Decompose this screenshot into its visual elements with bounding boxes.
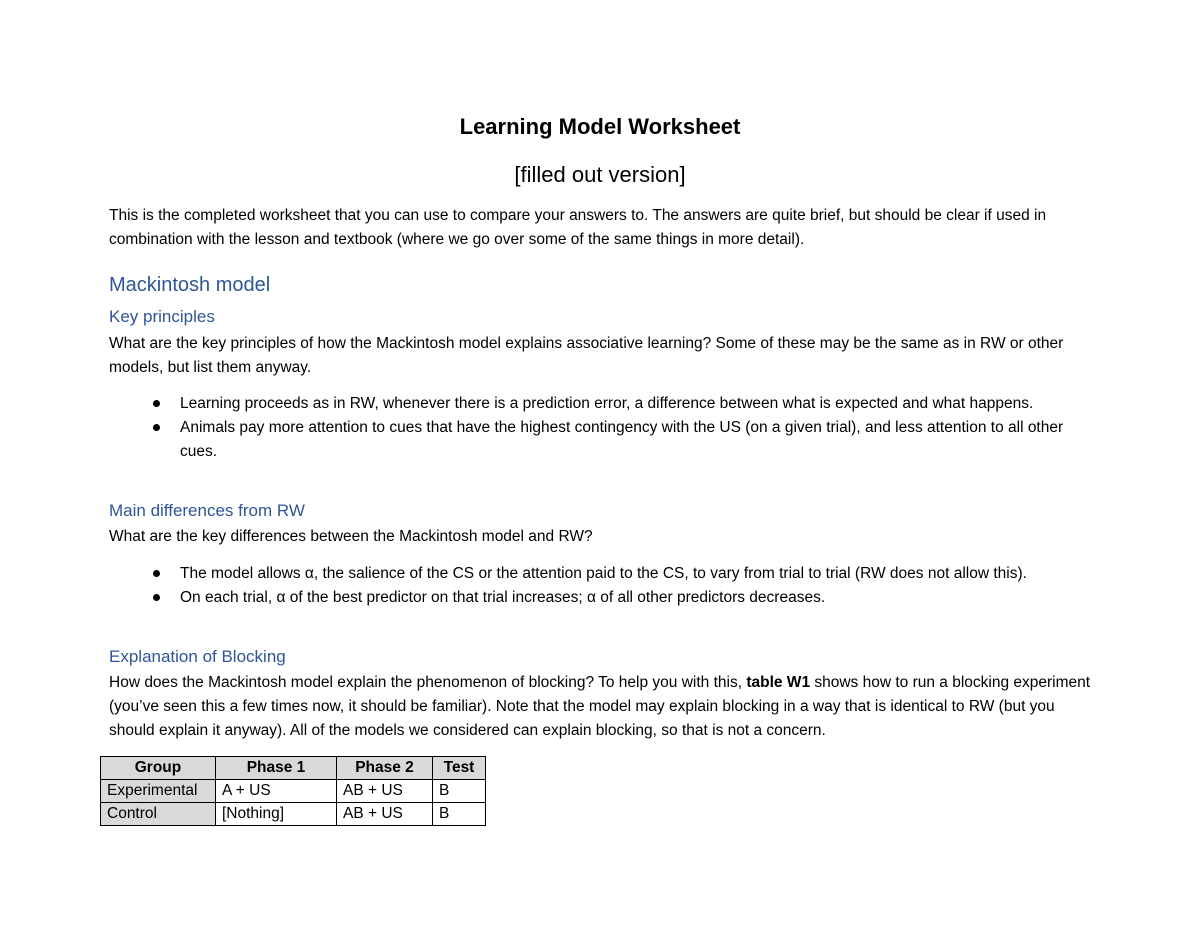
- table-header-cell: Test: [433, 757, 486, 780]
- list-item: [109, 416, 1089, 464]
- bullet-icon: [153, 400, 160, 407]
- list-item: [109, 562, 1089, 586]
- blocking-table: [100, 756, 486, 826]
- list-item-text: The model allows α, the salience of the CS or the attention paid to the CS, to vary from trial to trial (RW does not allow this).: [180, 565, 1027, 582]
- blocking-question-post: shows how to run a blocking experiment (you’ve seen this a few times now, it should be familiar). Note that the model may explain blocking in a way that is identical to RW (but you should explain it anyway). All of the models we considered can explain blocking, so that is not a concern.: [109, 674, 1091, 739]
- table-header-cell: Phase 2: [337, 757, 433, 780]
- table-cell: [Nothing]: [216, 803, 337, 826]
- table-cell: B: [433, 803, 486, 826]
- differences-list: [109, 562, 1089, 610]
- table-header-row: [101, 757, 486, 780]
- table-reference: table W1: [746, 674, 811, 691]
- list-item-text: Learning proceeds as in RW, whenever there is a prediction error, a difference between what is expected and what happens.: [180, 395, 1034, 412]
- blocking-heading: Explanation of Blocking: [109, 647, 286, 666]
- table-row: [101, 803, 486, 826]
- intro-paragraph: This is the completed worksheet that you can use to compare your answers to. The answers are quite brief, but should be clear if used in combination with the lesson and textbook (where we go over some of the same things in more detail).: [109, 207, 1047, 248]
- key-principles-list: [109, 392, 1089, 464]
- key-principles-heading: Key principles: [109, 307, 215, 326]
- table-cell: B: [433, 780, 486, 803]
- table-cell: Experimental: [101, 780, 216, 803]
- table-header-cell: Group: [101, 757, 216, 780]
- table-row: [101, 780, 486, 803]
- table-header-cell: Phase 1: [216, 757, 337, 780]
- bullet-icon: [153, 424, 160, 431]
- table-cell: A + US: [216, 780, 337, 803]
- blocking-question-pre: How does the Mackintosh model explain the phenomenon of blocking? To help you with this,: [109, 674, 747, 691]
- list-item: [109, 586, 1089, 610]
- table-cell: Control: [101, 803, 216, 826]
- table-cell: AB + US: [337, 803, 433, 826]
- list-item-text: Animals pay more attention to cues that have the highest contingency with the US (on a given trial), and less attention to all other cues.: [180, 419, 1064, 460]
- section-heading: Mackintosh model: [109, 274, 271, 296]
- document-title: Learning Model Worksheet: [459, 114, 741, 139]
- bullet-icon: [153, 594, 160, 601]
- differences-question: What are the key differences between the Mackintosh model and RW?: [109, 528, 593, 545]
- document-subtitle: [filled out version]: [514, 162, 686, 187]
- bullet-icon: [153, 570, 160, 577]
- list-item-text: On each trial, α of the best predictor on that trial increases; α of all other predictors decreases.: [180, 589, 826, 606]
- blocking-question: [109, 671, 1099, 743]
- list-item: [109, 392, 1089, 416]
- table-cell: AB + US: [337, 780, 433, 803]
- differences-heading: Main differences from RW: [109, 501, 305, 520]
- key-principles-question: What are the key principles of how the Mackintosh model explains associative learning? Some of these may be the same as in RW or other models, but list them anyway.: [109, 335, 1064, 376]
